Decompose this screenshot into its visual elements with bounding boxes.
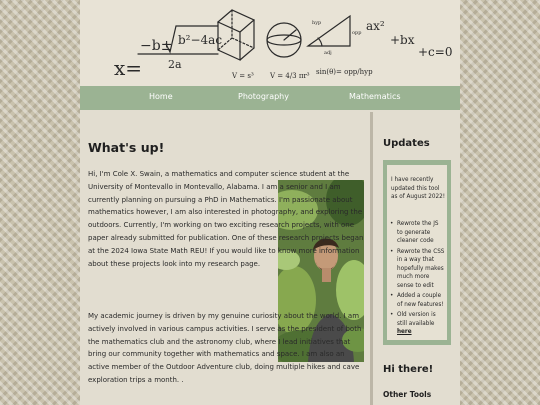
updates-content — [387, 165, 447, 340]
intro-paragraph: Hi, I'm Cole X. Swain, a mathematics and computer science student at the University of Montevallo in Montevallo, Alabama. I am a senior and I am currently planning on pursuing a PhD in Mathematics. I'm passionate about mathematics however, I am also interested in photography, and exploring the outdoors. Currently, I'm working on two exciting research projects, with one paper already submitted for publication. One of these research projects began at the 2024 Iowa State Math REU! If you would like to know more information about these projects look into my research page. — [88, 170, 364, 268]
svg-text:sin(θ)= opp/hyp: sin(θ)= opp/hyp — [316, 68, 373, 76]
list-item: • Rewrote the CSS in a way that hopefully makes much more sense to edit — [387, 248, 445, 291]
quadratic-expression-graphic — [366, 19, 452, 59]
updates-box — [383, 160, 451, 345]
svg-text:+c=0: +c=0 — [418, 45, 453, 59]
svg-text:−b±: −b± — [140, 38, 173, 54]
other-tools-heading: Other Tools — [383, 390, 432, 399]
old-version-link[interactable]: here — [397, 329, 412, 335]
updates-intro: I have recently updated this tool as of August 2022! — [391, 177, 446, 200]
list-item: • Old version is still available here — [387, 311, 445, 337]
nav-mathematics[interactable]: Mathematics — [349, 92, 401, 101]
column-divider — [370, 112, 373, 405]
svg-text:b²−4ac: b²−4ac — [178, 33, 223, 47]
sphere-graphic — [267, 23, 310, 80]
list-item: • Added a couple of new features! — [387, 292, 445, 309]
svg-text:opp: opp — [352, 30, 362, 36]
page-frame — [80, 0, 460, 405]
main-content — [80, 110, 370, 405]
updates-heading: Updates — [383, 138, 430, 149]
svg-text:V = 4/3 πr³: V = 4/3 πr³ — [270, 72, 310, 80]
svg-text:adj: adj — [324, 50, 332, 56]
svg-text:ax²: ax² — [366, 19, 385, 33]
academic-paragraph: My academic journey is driven by my genuine curiosity about the world. I am actively involved in various campus activities. I serve as the president of both the mathematics club and the astronomy club, where I lead initiatives that bring our community together with mathematics and space. I am also an active member of the Outdoor Adventure club, doing multiple hikes and cave exploration trips a month. . — [88, 312, 362, 384]
top-nav — [80, 86, 460, 110]
svg-text:V = s³: V = s³ — [232, 72, 254, 80]
svg-text:+bx: +bx — [390, 33, 415, 47]
svg-text:2a: 2a — [168, 58, 182, 71]
triangle-graphic — [308, 16, 373, 76]
nav-home[interactable]: Home — [149, 92, 173, 101]
math-doodles-banner — [80, 0, 460, 86]
updates-list — [387, 220, 445, 339]
sidebar — [374, 110, 460, 405]
page-title: What's up! — [88, 140, 165, 155]
cube-graphic — [218, 10, 254, 80]
quadratic-formula-graphic — [114, 26, 222, 80]
header-banner — [80, 0, 460, 86]
svg-text:x=: x= — [114, 56, 143, 80]
hi-there-heading: Hi there! — [383, 364, 434, 375]
list-item: • Rewrote the JS to generate cleaner code — [387, 220, 445, 246]
svg-text:hyp: hyp — [312, 20, 322, 26]
nav-photography[interactable]: Photography — [238, 92, 289, 101]
